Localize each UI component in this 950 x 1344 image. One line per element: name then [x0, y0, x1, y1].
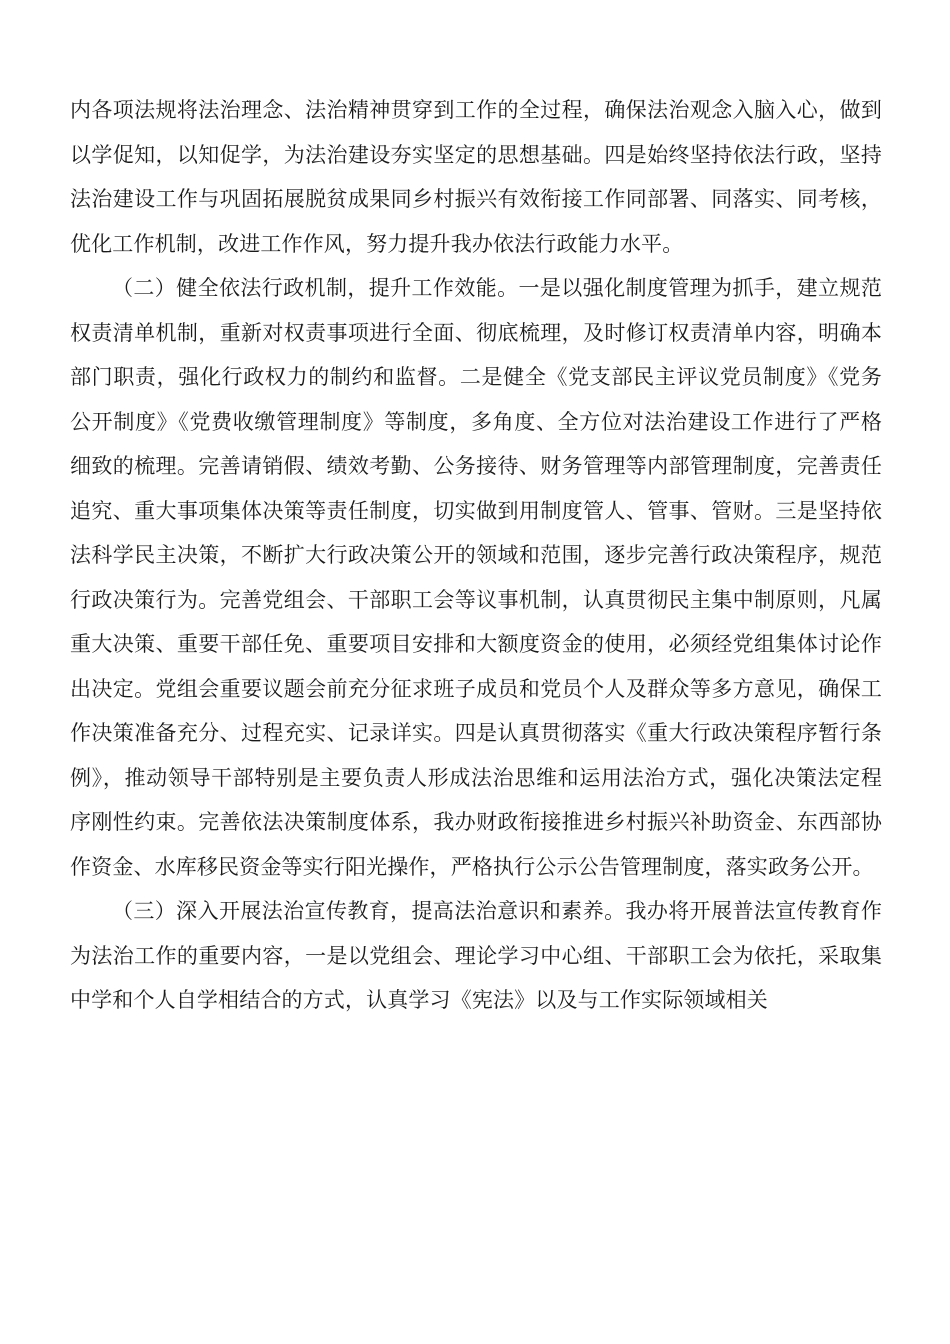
paragraph-section-3: （三）深入开展法治宣传教育，提高法治意识和素养。我办将开展普法宣传教育作为法治工作的重要内容，一是以党组会、理论学习中心组、干部职工会为依托，采取集中学和个人自学相结合的方式，认真学习《宪法》以及与工作实际领域相关 — [70, 899, 882, 1012]
paragraph-section-2: （二）健全依法行政机制，提升工作效能。一是以强化制度管理为抓手，建立规范权责清单机制，重新对权责事项进行全面、彻底梳理，及时修订权责清单内容，明确本部门职责，强化行政权力的制约和监督。二是健全《党支部民主评议党员制度》《党务公开制度》《党费收缴管理制度》等制度，多角度、全方位对法治建设工作进行了严格细致的梳理。完善请销假、绩效考勤、公务接待、财务管理等内部管理制度，完善责任追究、重大事项集体决策等责任制度，切实做到用制度管人、管事、管财。三是坚持依法科学民主决策，不断扩大行政决策公开的领域和范围，逐步完善行政决策程序，规范行政决策行为。完善党组会、干部职工会等议事机制，认真贯彻民主集中制原则，凡属重大决策、重要干部任免、重要项目安排和大额度资金的使用，必须经党组集体讨论作出决定。党组会重要议题会前充分征求班子成员和党员个人及群众等多方意见，确保工作决策准备充分、过程充实、记录详实。四是认真贯彻落实《重大行政决策程序暂行条例》，推动领导干部特别是主要负责人形成法治思维和运用法治方式，强化决策法定程序刚性约束。完善依法决策制度体系，我办财政衔接推进乡村振兴补助资金、东西部协作资金、水库移民资金等实行阳光操作，严格执行公示公告管理制度，落实政务公开。 — [70, 276, 882, 879]
paragraph-continuation: 内各项法规将法治理念、法治精神贯穿到工作的全过程，确保法治观念入脑入心，做到以学促知，以知促学，为法治建设夯实坚定的思想基础。四是始终坚持依法行政，坚持法治建设工作与巩固拓展脱贫成果同乡村振兴有效衔接工作同部署、同落实、同考核，优化工作机制，改进工作作风，努力提升我办依法行政能力水平。 — [70, 98, 882, 256]
document-body — [70, 88, 882, 1023]
